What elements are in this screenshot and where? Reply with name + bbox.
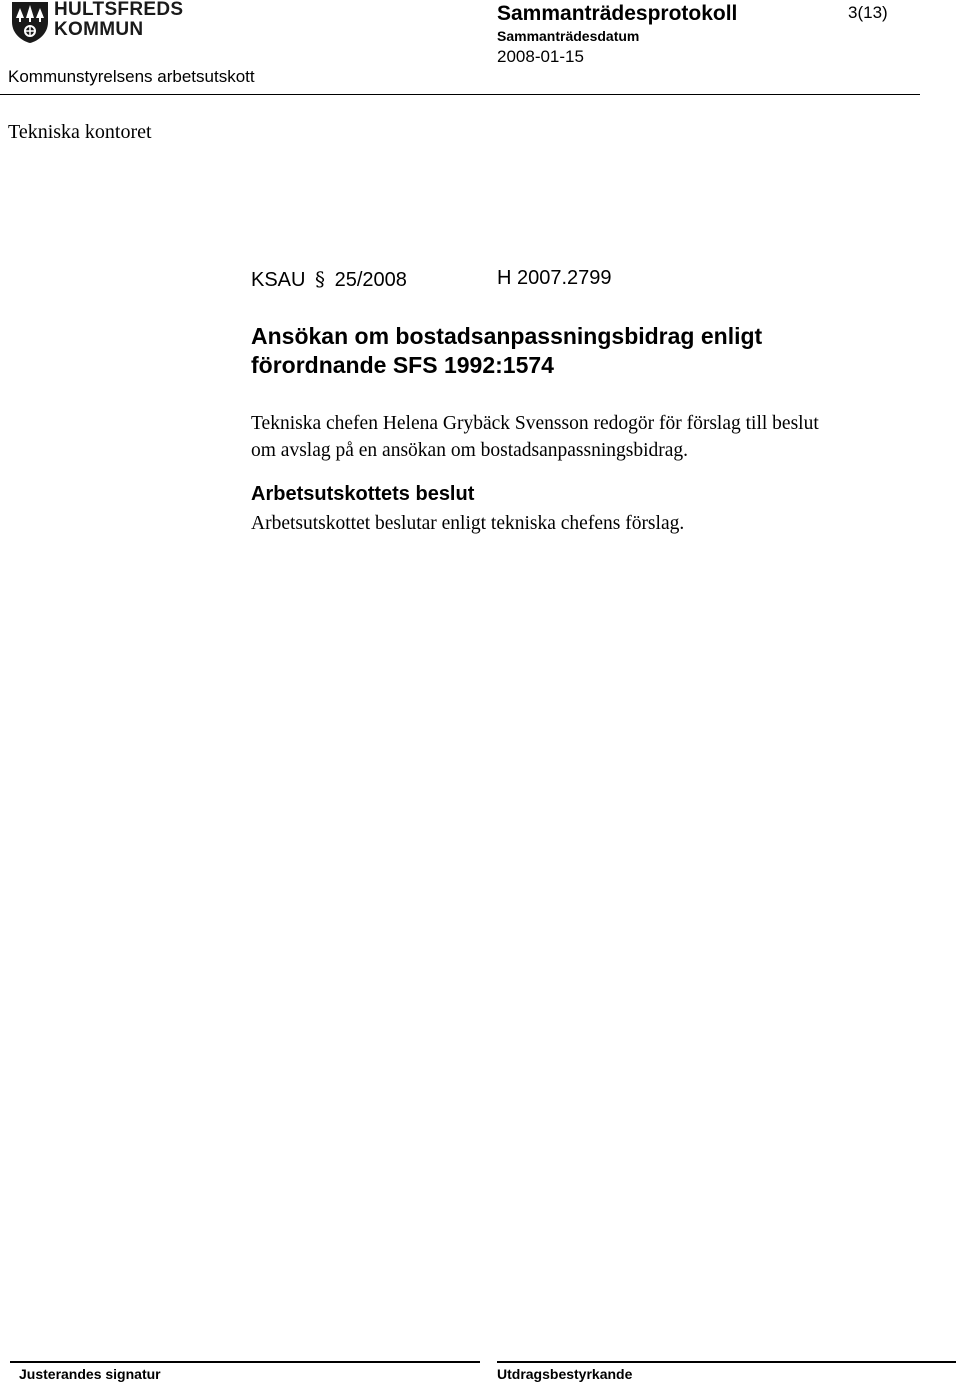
- logo-text-line1: HULTSFREDS: [54, 0, 184, 20]
- reference-number: 25/2008: [334, 269, 407, 291]
- department-name: Tekniska kontoret: [8, 121, 152, 143]
- page-number: 3(13): [848, 3, 888, 22]
- decision-heading: Arbetsutskottets beslut: [251, 483, 475, 505]
- signature-label: Justerandes signatur: [19, 1366, 161, 1382]
- footer-divider-left: [10, 1361, 480, 1363]
- item-body: [251, 410, 819, 464]
- coat-of-arms-icon: [10, 0, 50, 44]
- item-body-line1: Tekniska chefen Helena Grybäck Svensson redogör för förslag till beslut: [251, 413, 819, 434]
- decision-text: Arbetsutskottet beslutar enligt tekniska chefens förslag.: [251, 513, 685, 534]
- organization-name: Kommunstyrelsens arbetsutskott: [8, 67, 255, 86]
- meeting-date-value: 2008-01-15: [497, 47, 584, 66]
- item-title-line2: förordnande SFS 1992:1574: [251, 352, 554, 378]
- reference-row: [251, 267, 612, 292]
- certification-label: Utdragsbestyrkande: [497, 1366, 633, 1382]
- meeting-date-label: Sammanträdesdatum: [497, 28, 640, 44]
- item-body-line2: om avslag på en ansökan om bostadsanpassningsbidrag.: [251, 440, 689, 461]
- reference-prefix: KSAU: [251, 269, 306, 291]
- logo-text-line2: KOMMUN: [54, 19, 144, 40]
- document-type: Sammanträdesprotokoll: [497, 2, 738, 25]
- footer-divider-right: [497, 1361, 956, 1363]
- header-divider: [0, 94, 920, 95]
- item-title: [251, 322, 762, 380]
- case-number: H 2007.2799: [497, 267, 612, 289]
- item-title-line1: Ansökan om bostadsanpassningsbidrag enligt: [251, 323, 763, 349]
- section-symbol: §: [315, 267, 326, 291]
- municipality-logo: [10, 0, 185, 46]
